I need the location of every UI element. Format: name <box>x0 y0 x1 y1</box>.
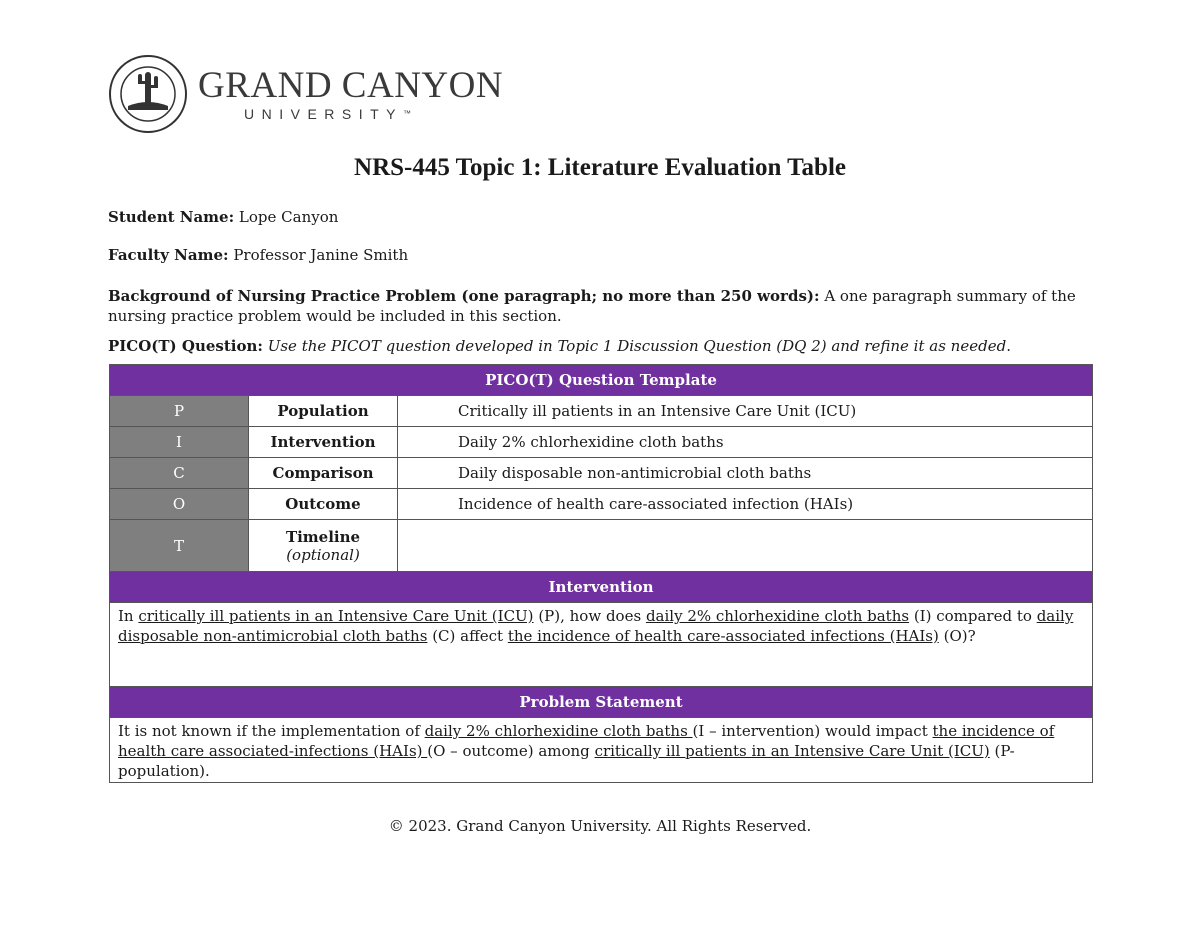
table-row <box>110 520 1093 572</box>
table-row <box>110 458 1093 489</box>
problem-statement-header: Problem Statement <box>110 687 1093 718</box>
logo-wordmark: GRAND CANYON <box>198 65 504 106</box>
background-field: Background of Nursing Practice Problem (one paragraph; no more than 250 words): A one paragraph summary of the nursing practice problem would be included in this section. <box>108 287 1076 325</box>
table-row <box>110 396 1093 427</box>
pico-description: Daily disposable non-antimicrobial cloth baths <box>398 458 1093 489</box>
pico-term: Intervention <box>249 427 398 458</box>
pico-term: Comparison <box>249 458 398 489</box>
optional-note: (optional) <box>286 545 360 564</box>
pico-letter: C <box>110 458 249 489</box>
intervention-question-text: In critically ill patients in an Intensive Care Unit (ICU) (P), how does daily 2% chlorhexidine cloth baths (I) compared to daily disposable non-antimicrobial cloth baths (C) affect the incidence of health care-associated infections (HAIs) (O)? <box>110 603 1093 687</box>
pico-term: Timeline (optional) <box>249 520 398 572</box>
pico-description: Daily 2% chlorhexidine cloth baths <box>398 427 1093 458</box>
pico-table <box>109 364 1093 783</box>
pico-letter: T <box>110 520 249 572</box>
table-row <box>110 427 1093 458</box>
intervention-header: Intervention <box>110 572 1093 603</box>
logo-subtitle: UNIVERSITY™ <box>244 106 412 122</box>
table-row <box>110 489 1093 520</box>
pico-description: Critically ill patients in an Intensive Care Unit (ICU) <box>398 396 1093 427</box>
pico-term: Outcome <box>249 489 398 520</box>
page-title: NRS-445 Topic 1: Literature Evaluation Table <box>354 154 846 181</box>
pico-letter: O <box>110 489 249 520</box>
pico-description <box>398 520 1093 572</box>
student-name-field: Student Name: Lope Canyon <box>108 208 339 226</box>
university-logo <box>108 54 503 134</box>
faculty-name-field: Faculty Name: Professor Janine Smith <box>108 246 409 264</box>
copyright-footer: © 2023. Grand Canyon University. All Rights Reserved. <box>388 817 812 835</box>
problem-statement-text: It is not known if the implementation of daily 2% chlorhexidine cloth baths (I – intervention) would impact the incidence of health care associated-infections (HAIs) (O – outcome) among critically ill patients in an Intensive Care Unit (ICU) (P- population). <box>110 718 1093 783</box>
pico-letter: P <box>110 396 249 427</box>
pico-term: Population <box>249 396 398 427</box>
pico-question-field: PICO(T) Question: Use the PICOT question developed in Topic 1 Discussion Question (DQ 2) and refine it as needed. <box>108 337 1011 355</box>
pico-description: Incidence of health care-associated infection (HAIs) <box>398 489 1093 520</box>
pico-letter: I <box>110 427 249 458</box>
pico-template-header: PICO(T) Question Template <box>110 365 1093 396</box>
university-seal-icon <box>108 54 188 134</box>
